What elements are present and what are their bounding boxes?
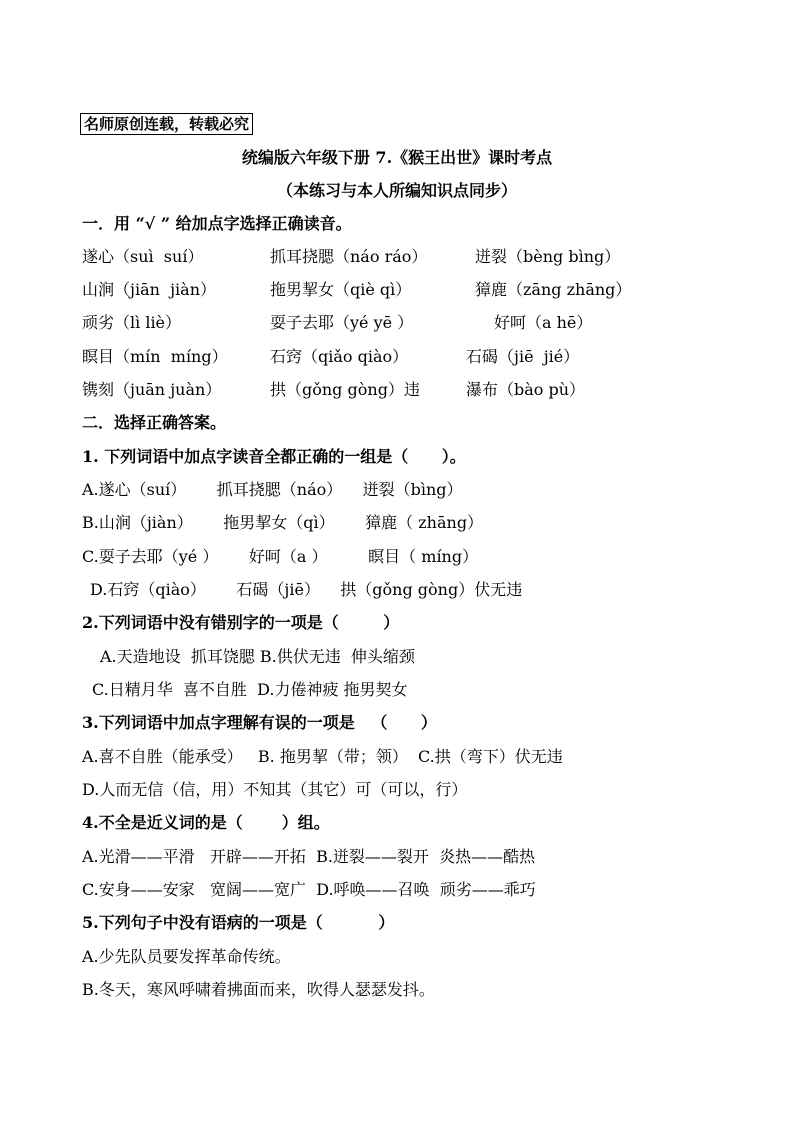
pinyin-item: 山涧（jiān jiàn） — [82, 280, 217, 299]
pinyin-item: 拱（gǒng gòng）违 — [270, 380, 420, 399]
question-3-stem: 3.下列词语中加点字理解有误的一项是 （ ） — [82, 713, 437, 732]
question-1-option-c: C.耍子去耶（yé ） 好呵（a ） 瞑目（ míng） — [82, 547, 479, 566]
question-5-stem: 5.下列句子中没有语病的一项是（ ） — [82, 913, 395, 932]
pinyin-item: 耍子去耶（yé yē ） — [270, 313, 414, 332]
question-4-options-ab: A.光滑——平滑 开辟——开拓 B.迸裂——裂开 炎热——酷热 — [82, 847, 536, 866]
question-4-options-cd: C.安身——安家 宽阔——宽广 D.呼唤——召唤 顽劣——乖巧 — [82, 880, 536, 899]
pinyin-item: 石碣（jiē jié） — [466, 347, 580, 366]
copyright-notice: 名师原创连载，转载必究 — [80, 113, 253, 135]
pinyin-item: 好呵（a hē） — [494, 313, 593, 332]
question-3-option-d: D.人而无信（信，用）不知其（其它）可（可以，行） — [82, 780, 468, 799]
pinyin-item: 镌刻（juān juàn） — [82, 380, 222, 399]
pinyin-item: 瞑目（mín míng） — [82, 347, 228, 366]
question-1-stem: 1. 下列词语中加点字读音全都正确的一组是（ ）。 — [82, 447, 466, 466]
pinyin-item: 迸裂（bèng bìng） — [475, 247, 621, 266]
document-title: 统编版六年级下册 7.《猴王出世》课时考点 — [241, 148, 553, 167]
pinyin-item: 瀑布（bào pù） — [466, 380, 586, 399]
pinyin-item: 抓耳挠腮（náo ráo） — [270, 247, 428, 266]
question-5-option-a: A.少先队员要发挥革命传统。 — [82, 947, 291, 966]
pinyin-item: 顽劣（lì liè） — [82, 313, 182, 332]
pinyin-item: 拖男挈女（qiè qì） — [270, 280, 412, 299]
pinyin-item: 石窍（qiǎo qiào） — [270, 347, 409, 366]
section1-heading: 一．用 “√ ” 给加点字选择正确读音。 — [82, 214, 352, 233]
question-1-option-a: A.遂心（suí） 抓耳挠腮（náo） 迸裂（bìng） — [82, 480, 463, 499]
question-2-options-cd: C.日精月华 喜不自胜 D.力倦神疲 拖男契女 — [92, 680, 408, 699]
pinyin-item: 獐鹿（zāng zhāng） — [475, 280, 632, 299]
document-subtitle: （本练习与本人所编知识点同步） — [276, 181, 517, 200]
section2-heading: 二．选择正确答案。 — [82, 413, 227, 432]
question-5-option-b: B.冬天，寒风呼啸着拂面而来，吹得人瑟瑟发抖。 — [82, 980, 435, 999]
pinyin-item: 遂心（suì suí） — [82, 247, 204, 266]
question-4-stem: 4.不全是近义词的是（ ）组。 — [82, 813, 330, 832]
question-2-options-ab: A.天造地设 抓耳饶腮 B.供伏无违 伸头缩颈 — [100, 647, 415, 666]
question-3-options-abc: A.喜不自胜（能承受） B. 拖男挈（带；领） C.拱（弯下）伏无违 — [82, 747, 563, 766]
question-1-option-d: D.石窍（qiào） 石碣（jiē） 拱（gǒng gòng）伏无违 — [90, 580, 523, 599]
question-2-stem: 2.下列词语中没有错别字的一项是（ ） — [82, 613, 400, 632]
question-1-option-b: B.山涧（jiàn） 拖男挈女（qì） 獐鹿（ zhāng） — [82, 513, 484, 532]
